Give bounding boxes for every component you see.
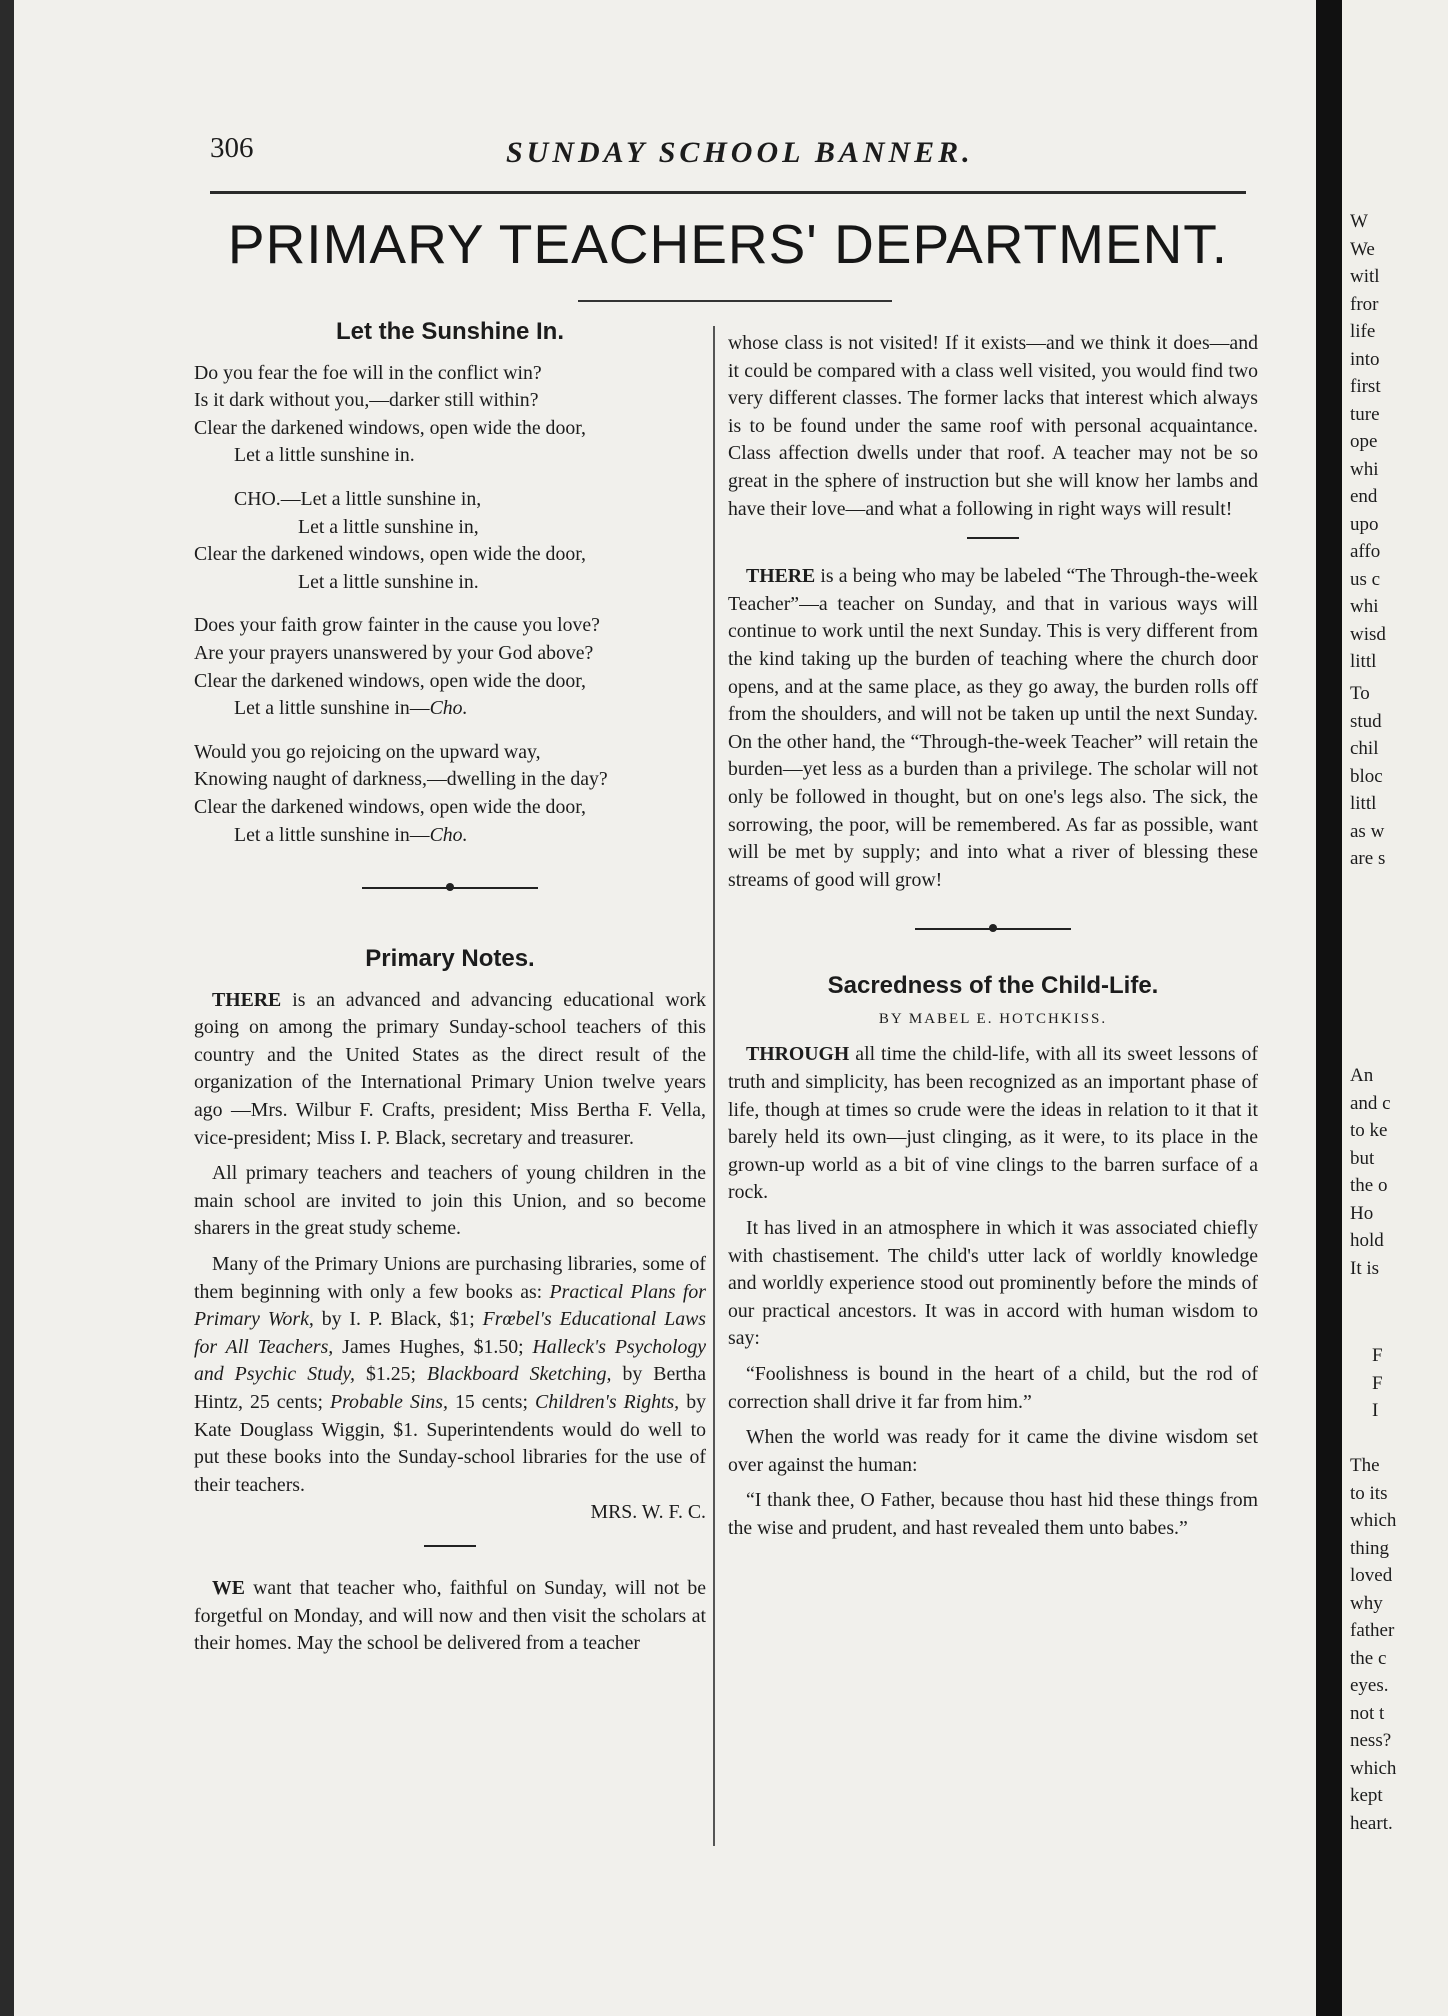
next-page-fragment: stud <box>1350 710 1382 732</box>
next-page-fragment: but <box>1350 1147 1375 1169</box>
poem-line: Do you fear the foe will in the conflict win? <box>194 361 542 384</box>
next-page-fragment: to ke <box>1350 1120 1388 1141</box>
next-page-edge <box>1342 0 1448 2016</box>
running-title: SUNDAY SCHOOL BANNER. <box>506 136 974 169</box>
next-page-fragment: thing <box>1350 1537 1390 1559</box>
next-page-fragment: loved <box>1350 1565 1393 1586</box>
poem-line: Clear the darkened windows, open wide the door, <box>194 416 586 439</box>
we-want-paragraph: WE want that teacher who, faithful on Sunday, will not be forgetful on Monday, and will now and then visit the scholars at their homes. May the school be delivered from a teacher <box>194 1576 706 1655</box>
next-page-fragment: us c <box>1350 568 1381 590</box>
next-page-fragment: ope <box>1350 431 1378 452</box>
poem-line: Let a little sunshine in—Cho. <box>234 697 468 720</box>
poem-line: Is it dark without you,—darker still within? <box>194 389 539 412</box>
next-page-fragment: An <box>1350 1065 1374 1086</box>
next-page-fragment: affo <box>1350 541 1381 562</box>
ornament-divider <box>194 873 706 903</box>
primary-notes-title: Primary Notes. <box>365 945 535 973</box>
page-number: 306 <box>210 132 254 164</box>
poem-line: Are your prayers unanswered by your God above? <box>194 641 594 664</box>
sacredness-paragraph: When the world was ready for it came the divine wisdom set over against the human: <box>728 1426 1258 1476</box>
next-page-fragment: W <box>1350 211 1368 232</box>
poem-line: Clear the darkened windows, open wide the door, <box>194 669 586 692</box>
next-page-fragment: are s <box>1350 848 1386 869</box>
next-page-fragment: kept <box>1350 1785 1383 1806</box>
book-spine <box>1316 0 1342 2016</box>
next-page-fragment: I <box>1372 1400 1379 1421</box>
column-divider <box>713 326 715 1846</box>
next-page-fragment: chil <box>1350 738 1379 759</box>
next-page-fragment: the c <box>1350 1647 1387 1669</box>
poem-line: Let a little sunshine in. <box>298 570 479 593</box>
next-page-fragment: the o <box>1350 1175 1388 1196</box>
next-page-fragment: upo <box>1350 513 1379 535</box>
poem-line: Clear the darkened windows, open wide the door, <box>194 795 586 818</box>
poem-line: Clear the darkened windows, open wide the door, <box>194 543 586 566</box>
next-page-fragment: ness? <box>1350 1730 1392 1751</box>
poem-stanza-1 <box>194 360 706 470</box>
poem-stanza-2 <box>194 612 706 722</box>
next-page-fragment: bloc <box>1350 765 1383 787</box>
primary-notes-paragraph: Many of the Primary Unions are purchasing libraries, some of them beginning with only a few books as: Practical Plans for Primary Work, by I. P. Black, $1; Frœbel's Educational Laws for All Teachers, James Hughes, $1.50; Halleck's Psychology and Psychic Study, $1.25; Blackboard Sketching, by Bertha Hintz, 25 cents; Probable Sins, 15 cents; Children's Rights, by Kate Douglass Wiggin, $1. Superintendents would do well to put these books into the Sunday-school libraries for the use of their teachers. <box>194 1253 707 1496</box>
next-page-fragment: to its <box>1350 1482 1388 1504</box>
poem-title: Let the Sunshine In. <box>335 318 564 345</box>
poem-line: CHO.—Let a little sunshine in, <box>234 487 482 510</box>
next-page-fragment: We <box>1350 238 1375 260</box>
next-page-fragment: not t <box>1350 1702 1385 1724</box>
poem-line: Let a little sunshine in, <box>298 515 479 538</box>
sacredness-title: Sacredness of the Child-Life. <box>827 972 1159 1000</box>
there-is-paragraph: THERE is a being who may be labeled “The Through-the-week Teacher”—a teacher on Sunday, and that in various ways will continue to work until the next Sunday. This is very different from the kind taking up the burden of teaching where the church door opens, and at the same place, as they go away, the burden rolls off from the shoulders, and will not be taken up until the next Sunday. On the other hand, the “Through-the-week Teacher” will retain the burden—yet less as a burden than a privilege. The scholar will not only be followed in thought, but on one's legs also. The sick, the sorrowing, the poor, will be remembered. As far as possible, want will be met by supply; and into what a river of blessing these streams of good will grow! <box>728 565 1258 891</box>
sacredness-quote: “I thank thee, O Father, because thou hast hid these things from the wise and prudent, and hast revealed them unto babes.” <box>728 1489 1258 1539</box>
next-page-fragment: It is <box>1350 1257 1380 1279</box>
next-page-fragment: F <box>1372 1345 1383 1366</box>
next-page-fragment: first <box>1350 376 1381 397</box>
next-page-fragment: whi <box>1350 458 1379 480</box>
page-header <box>196 132 1246 176</box>
short-divider <box>967 537 1019 539</box>
next-page-fragment: eyes. <box>1350 1675 1389 1696</box>
right-column <box>728 330 1258 1551</box>
primary-notes-paragraph: All primary teachers and teachers of young children in the main school are invited to join this Union, and so become sharers in the great study scheme. <box>194 1162 706 1240</box>
next-page-fragment: life <box>1350 321 1376 342</box>
sacredness-paragraph: It has lived in an atmosphere in which it was associated chiefly with chastisement. The child's utter lack of worldly knowledge and worldly experience stood out prominently before the minds of our practical ancestors. It was in accord with human wisdom to say: <box>728 1217 1258 1350</box>
next-page-fragment: littl <box>1350 793 1377 814</box>
sacredness-paragraph: THROUGH all time the child-life, with all its sweet lessons of truth and simplicity, has been recognized as an important phase of life, though at times so crude were the ideas in relation to it that it barely held its own—just clinging, as it were, to its place in the grown-up world as a bit of vine clings to the barren surface of a rock. <box>728 1043 1258 1204</box>
next-page-fragment: into <box>1350 348 1380 370</box>
ornament-divider <box>728 914 1258 944</box>
poem-stanza-3 <box>194 739 706 849</box>
next-page-fragment: father <box>1350 1620 1395 1641</box>
next-page-fragment: and c <box>1350 1092 1391 1114</box>
next-page-fragment: The <box>1350 1455 1380 1476</box>
poem-chorus <box>194 486 706 596</box>
next-page-fragment: why <box>1350 1592 1383 1614</box>
short-divider <box>424 1545 476 1547</box>
we-want-continued: whose class is not visited! If it exists—and we think it does—and it could be compared with a class well visited, you would find two very different classes. The former lacks that interest which always is to be found under the same roof with personal acquaintance. Class affection dwells under that roof. A teacher may not be so great in the sphere of instruction but she will know her lambs and have their love—and what a following in right ways will result! <box>728 332 1258 520</box>
book-page <box>14 0 1316 2016</box>
poem-line: Let a little sunshine in. <box>234 444 415 467</box>
sacredness-quote: “Foolishness is bound in the heart of a child, but the rod of correction shall drive it far from him.” <box>728 1363 1258 1413</box>
next-page-fragment: heart. <box>1350 1812 1393 1834</box>
next-page-fragment: which <box>1350 1510 1397 1531</box>
next-page-fragment: whi <box>1350 596 1379 617</box>
next-page-fragment: wisd <box>1350 623 1386 645</box>
byline: BY MABEL E. HOTCHKISS. <box>878 1010 1108 1027</box>
next-page-fragment: F <box>1372 1372 1383 1394</box>
next-page-fragment: To <box>1350 683 1370 704</box>
poem-line: Would you go rejoicing on the upward way, <box>194 740 541 763</box>
next-page-fragment: end <box>1350 486 1378 507</box>
next-page-fragment: littl <box>1350 651 1377 672</box>
poem-line: Does your faith grow fainter in the cause you love? <box>194 614 600 637</box>
next-page-fragment: hold <box>1350 1230 1384 1251</box>
left-column <box>194 318 706 1666</box>
poem-line: Let a little sunshine in—Cho. <box>234 823 468 846</box>
next-page-fragment: as w <box>1350 820 1385 842</box>
next-page-fragment: ture <box>1350 403 1380 425</box>
title-rule <box>578 300 892 302</box>
primary-notes-paragraph: THERE is an advanced and advancing educational work going on among the primary Sunday-school teachers of this country and the United States as the direct result of the organization of the International Primary Union twelve years ago —Mrs. Wilbur F. Crafts, president; Miss Bertha F. Vella, vice-president; Miss I. P. Black, secretary and treasurer. <box>194 988 706 1149</box>
header-rule <box>210 191 1246 194</box>
poem-line: Knowing naught of darkness,—dwelling in the day? <box>194 768 608 791</box>
next-page-fragment: which <box>1350 1757 1397 1779</box>
next-page-fragment: Ho <box>1350 1202 1374 1224</box>
next-page-fragment: witl <box>1350 266 1380 287</box>
next-page-fragment: fror <box>1350 293 1379 315</box>
department-title: PRIMARY TEACHERS' DEPARTMENT. <box>227 213 1229 275</box>
signature: MRS. W. F. C. <box>590 1501 706 1524</box>
